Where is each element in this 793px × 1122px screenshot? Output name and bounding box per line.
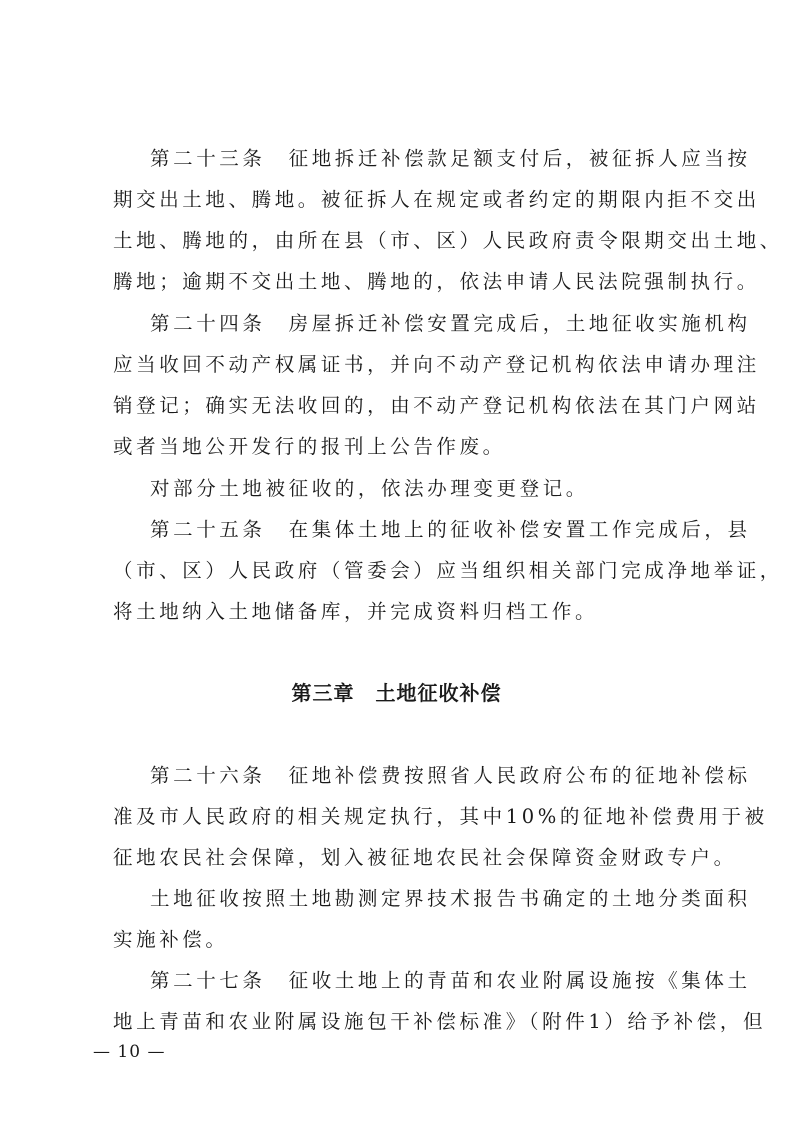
article-25-line-2: （市、区）人民政府（管委会）应当组织相关部门完成净地举证，: [113, 559, 783, 582]
article-23-line-1: 第二十三条 征地拆迁补偿款足额支付后，被征拆人应当按: [150, 147, 751, 170]
page-number: — 10 —: [93, 1042, 166, 1062]
article-23-line-2: 期交出土地、腾地。被征拆人在规定或者约定的期限内拒不交出: [113, 188, 760, 211]
article-26-line-3: 征地农民社会保障，划入被征地农民社会保障资金财政专户。: [113, 846, 737, 869]
article-23-line-3: 土地、腾地的，由所在县（市、区）人民政府责令限期交出土地、: [113, 229, 783, 252]
article-23-line-4: 腾地；逾期不交出土地、腾地的，依法申请人民法院强制执行。: [113, 270, 760, 293]
article-24-line-3: 销登记；确实无法收回的，由不动产登记机构依法在其门户网站: [113, 394, 760, 417]
article-26-paragraph-2-line-2: 实施补偿。: [113, 928, 229, 951]
article-26-paragraph-2-line-1: 土地征收按照土地勘测定界技术报告书确定的土地分类面积: [150, 887, 751, 910]
article-24-line-2: 应当收回不动产权属证书，并向不动产登记机构依法申请办理注: [113, 353, 760, 376]
article-27-line-2: 地上青苗和农业附属设施包干补偿标准》（附件1）给予补偿，但: [113, 1010, 767, 1033]
article-25-line-1: 第二十五条 在集体土地上的征收补偿安置工作完成后，县: [150, 518, 751, 541]
article-27-line-1: 第二十七条 征收土地上的青苗和农业附属设施按《集体土: [150, 969, 751, 992]
article-25-line-3: 将土地纳入土地储备库，并完成资料归档工作。: [113, 600, 599, 623]
article-24-line-4: 或者当地公开发行的报刊上公告作废。: [113, 435, 506, 458]
chapter-3-title: 第三章 土地征收补偿: [291, 681, 502, 705]
article-24-line-1: 第二十四条 房屋拆迁补偿安置完成后，土地征收实施机构: [150, 312, 751, 335]
article-24-paragraph-2: 对部分土地被征收的，依法办理变更登记。: [150, 477, 589, 500]
article-26-line-1: 第二十六条 征地补偿费按照省人民政府公布的征地补偿标: [150, 764, 751, 787]
article-26-line-2: 准及市人民政府的相关规定执行，其中10%的征地补偿费用于被: [113, 805, 768, 828]
